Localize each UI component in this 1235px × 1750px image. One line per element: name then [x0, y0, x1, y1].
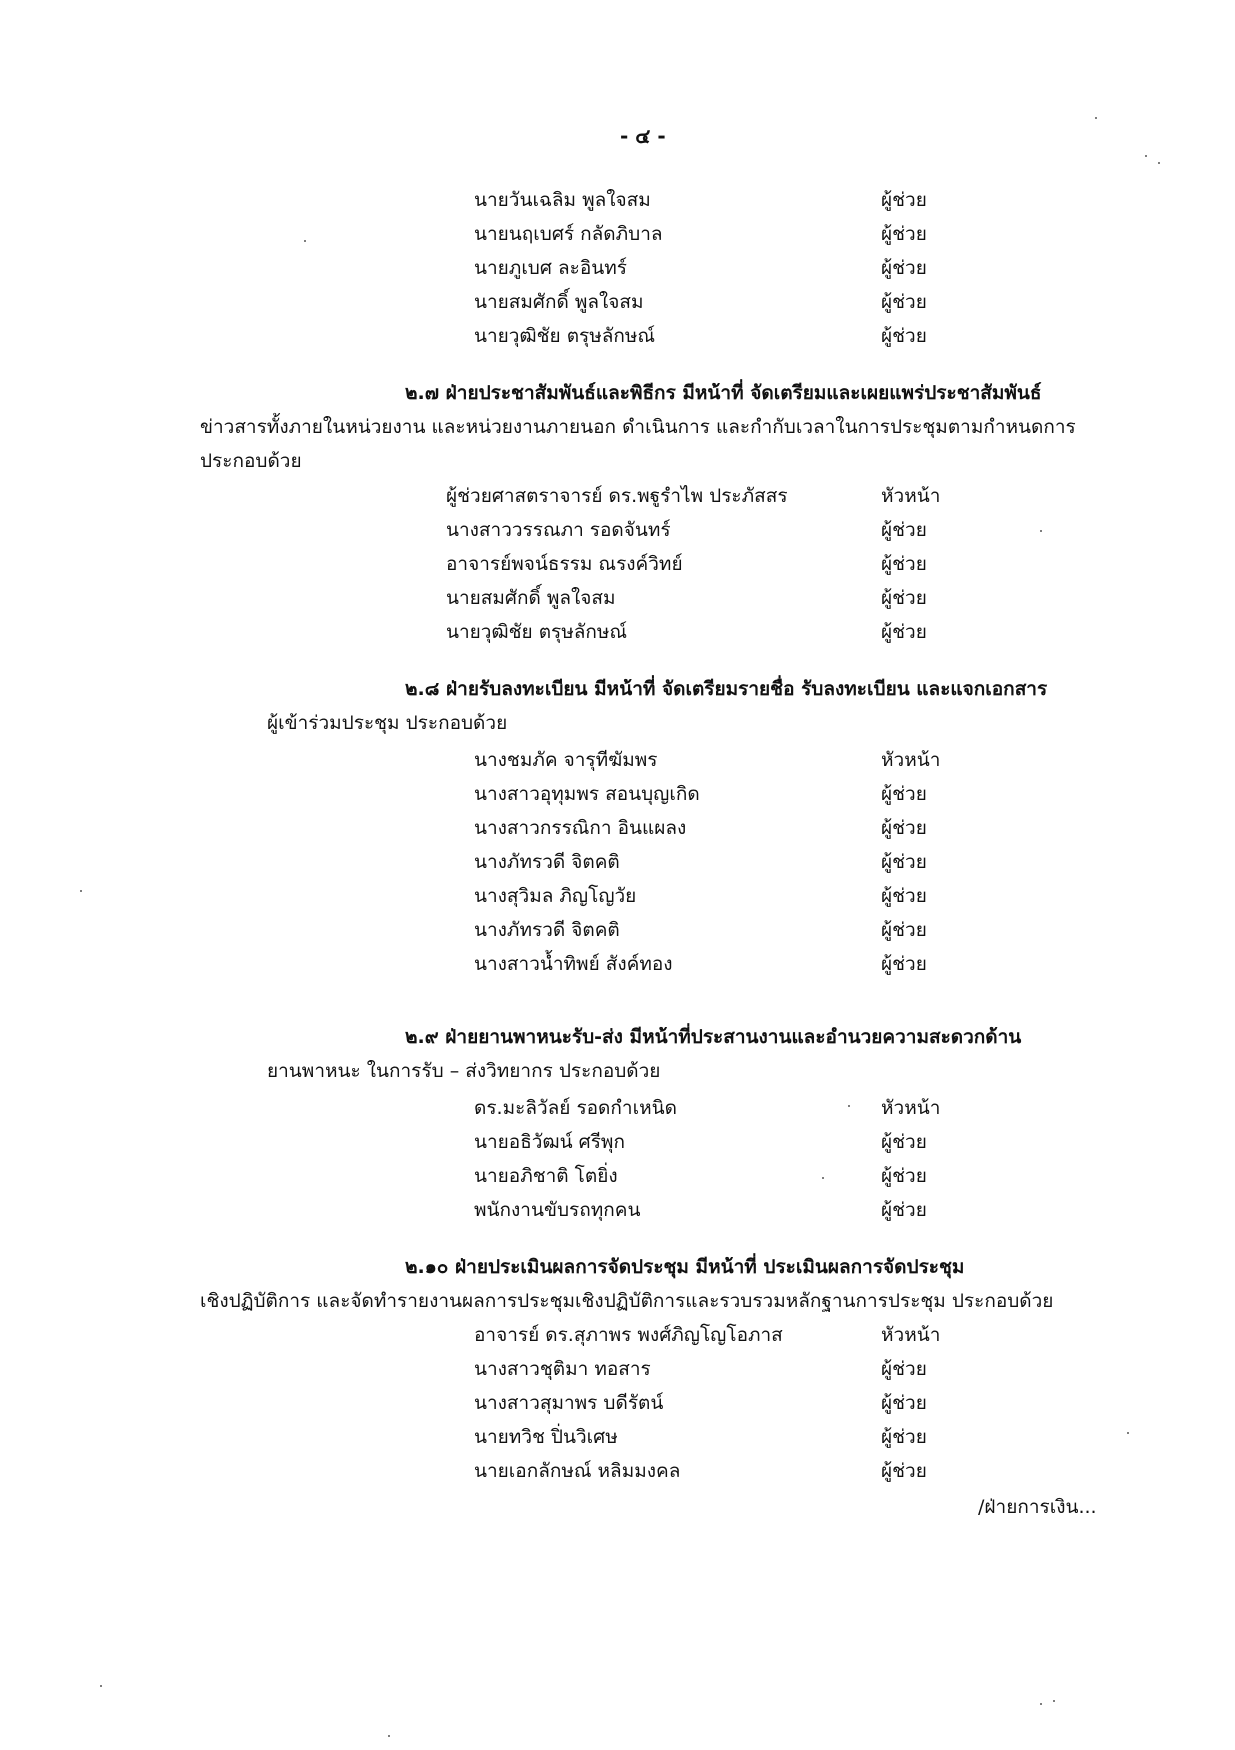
member-name: ดร.มะลิวัลย์ รอดกำเหนิด [474, 1097, 677, 1119]
scan-speck [1127, 1432, 1129, 1434]
member-name: นางภัทรวดี จิตคติ [474, 851, 620, 873]
member-name: นายสมศักดิ์ พูลใจสม [446, 587, 616, 609]
member-role: ผู้ช่วย [881, 553, 927, 575]
member-role: ผู้ช่วย [881, 817, 927, 839]
section-text: เชิงปฏิบัติการ และจัดทำรายงานผลการประชุมเชิงปฏิบัติการและรวบรวมหลักฐานการประชุม ประกอบด้วย [200, 1290, 1054, 1312]
member-name: นายวันเฉลิม พูลใจสม [474, 189, 651, 211]
scan-speck [1040, 1703, 1042, 1705]
section-text: ประกอบด้วย [200, 450, 302, 472]
scan-speck [388, 1735, 390, 1737]
member-name: นางสาวน้ำทิพย์ สังค์ทอง [474, 953, 673, 975]
member-name: พนักงานขับรถทุกคน [474, 1199, 641, 1221]
member-name: นางภัทรวดี จิตคติ [474, 919, 620, 941]
section-text: ผู้เข้าร่วมประชุม ประกอบด้วย [267, 712, 508, 734]
member-role: ผู้ช่วย [881, 587, 927, 609]
scan-speck [304, 240, 306, 242]
page-number: - ๔ - [620, 124, 666, 148]
section-text: ยานพาหนะ ในการรับ – ส่งวิทยากร ประกอบด้วย [267, 1060, 661, 1082]
section-text: ข่าวสารทั้งภายในหน่วยงาน และหน่วยงานภายนอก ดำเนินการ และกำกับเวลาในการประชุมตามกำหนดการ [200, 416, 1076, 438]
scan-speck [1053, 1700, 1055, 1702]
section-heading-2-10: ๒.๑๐ ฝ่ายประเมินผลการจัดประชุม มีหน้าที่ ประเมินผลการจัดประชุม [405, 1256, 965, 1278]
member-role: ผู้ช่วย [881, 1392, 927, 1414]
member-role: ผู้ช่วย [881, 783, 927, 805]
member-role: ผู้ช่วย [881, 885, 927, 907]
member-role: หัวหน้า [881, 485, 941, 507]
scan-speck [1145, 155, 1147, 157]
member-name: นายวุฒิชัย ตรุษลักษณ์ [474, 325, 656, 347]
member-role: หัวหน้า [881, 1097, 941, 1119]
member-role: หัวหน้า [881, 1324, 941, 1346]
member-role: ผู้ช่วย [881, 519, 927, 541]
member-name: นายภูเบศ ละอินทร์ [474, 257, 627, 279]
scan-speck [100, 1685, 102, 1687]
member-name: นายนฤเบศร์ กลัดภิบาล [474, 223, 663, 245]
member-name: นายวุฒิชัย ตรุษลักษณ์ [446, 621, 628, 643]
member-role: ผู้ช่วย [881, 851, 927, 873]
scan-speck [1158, 162, 1160, 164]
member-role: ผู้ช่วย [881, 1358, 927, 1380]
section-heading-2-8: ๒.๘ ฝ่ายรับลงทะเบียน มีหน้าที่ จัดเตรียมรายชื่อ รับลงทะเบียน และแจกเอกสาร [405, 678, 1048, 700]
member-name: นายอภิชาติ โตยิ่ง [474, 1165, 618, 1187]
member-name: นางสาวอุทุมพร สอนบุญเกิด [474, 783, 700, 805]
member-name: ผู้ช่วยศาสตราจารย์ ดร.พฐูรำไพ ประภัสสร [446, 485, 788, 507]
member-name: นายสมศักดิ์ พูลใจสม [474, 291, 644, 313]
member-name: นางสาวกรรณิกา อินแผลง [474, 817, 687, 839]
member-name: นางชมภัค จารุทีฆัมพร [474, 749, 658, 771]
section-heading-2-7: ๒.๗ ฝ่ายประชาสัมพันธ์และพิธีกร มีหน้าที่ จัดเตรียมและเผยแพร่ประชาสัมพันธ์ [405, 382, 1042, 404]
member-role: ผู้ช่วย [881, 1426, 927, 1448]
scan-speck [1040, 530, 1042, 532]
member-name: นายทวิช ปิ่นวิเศษ [474, 1426, 618, 1448]
member-role: ผู้ช่วย [881, 223, 927, 245]
member-name: อาจารย์พจน์ธรรม ณรงค์วิทย์ [446, 553, 683, 575]
member-role: ผู้ช่วย [881, 1131, 927, 1153]
member-role: ผู้ช่วย [881, 621, 927, 643]
section-heading-2-9: ๒.๙ ฝ่ายยานพาหนะรับ-ส่ง มีหน้าที่ประสานงานและอำนวยความสะดวกด้าน [405, 1026, 1022, 1048]
member-role: ผู้ช่วย [881, 325, 927, 347]
continuation-text: /ฝ่ายการเงิน... [978, 1496, 1097, 1518]
member-role: ผู้ช่วย [881, 1165, 927, 1187]
member-name: นายอธิวัฒน์ ศรีพุก [474, 1131, 625, 1153]
member-role: ผู้ช่วย [881, 189, 927, 211]
scan-speck [822, 1177, 824, 1179]
member-name: นางสาวสุมาพร บดีรัตน์ [474, 1392, 664, 1414]
member-name: นางสาววรรณภา รอดจันทร์ [446, 519, 671, 541]
member-name: อาจารย์ ดร.สุภาพร พงศ์ภิญโญโอภาส [474, 1324, 783, 1346]
member-role: หัวหน้า [881, 749, 941, 771]
member-name: นายเอกลักษณ์ หลิมมงคล [474, 1460, 681, 1482]
member-role: ผู้ช่วย [881, 1199, 927, 1221]
scan-speck [80, 890, 82, 892]
scan-speck [848, 1105, 850, 1107]
member-role: ผู้ช่วย [881, 291, 927, 313]
scan-speck [1095, 117, 1097, 119]
member-name: นางสุวิมล ภิญโญวัย [474, 885, 637, 907]
member-role: ผู้ช่วย [881, 919, 927, 941]
member-name: นางสาวชุติมา ทอสาร [474, 1358, 651, 1380]
member-role: ผู้ช่วย [881, 1460, 927, 1482]
member-role: ผู้ช่วย [881, 953, 927, 975]
member-role: ผู้ช่วย [881, 257, 927, 279]
